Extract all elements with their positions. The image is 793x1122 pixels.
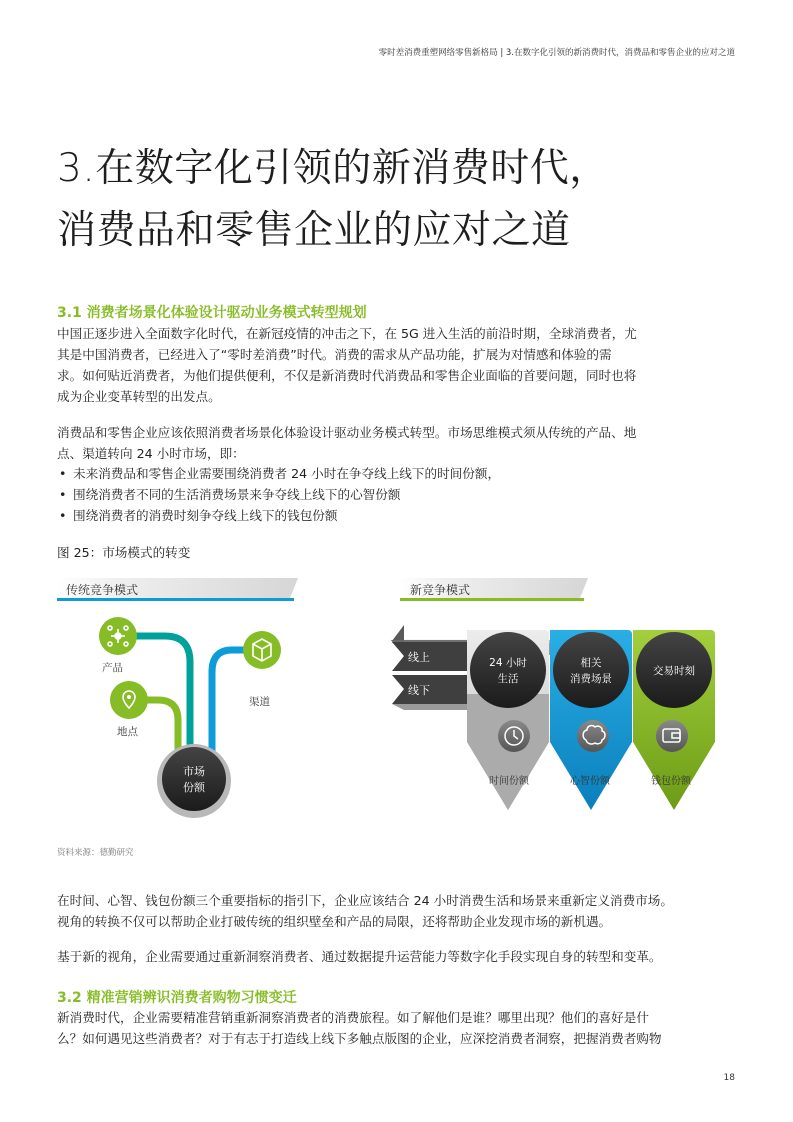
text-line: 求。如何贴近消费者，为他们提供便利，不仅是新消费时代消费品和零售企业面临的首要问题，同时也将 bbox=[57, 368, 637, 383]
market-model-figure bbox=[0, 570, 793, 840]
new-model-title: 新竞争模式 bbox=[410, 583, 471, 597]
text-line: 成为企业变革转型的出发点。 bbox=[57, 389, 221, 404]
text-line: 点、渠道转向 24 小时市场，即： bbox=[57, 446, 245, 461]
text-line: 视角的转换不仅可以帮助企业打破传统的组织壁垒和产品的局限，还将帮助企业发现市场的新机遇。 bbox=[57, 914, 612, 929]
network-icon bbox=[108, 626, 128, 646]
text-line: 消费品和零售企业应该依照消费者场景化体验设计驱动业务模式转型。市场思维模式须从传统的产品、地 bbox=[57, 425, 637, 440]
column-3-label: 交易时刻 bbox=[653, 665, 695, 677]
chapter-title bbox=[57, 138, 609, 262]
online-label: 线上 bbox=[408, 651, 430, 664]
bullet-item: • 围绕消费者不同的生活消费场景来争夺线上线下的心智份额 bbox=[57, 484, 742, 505]
market-label-line1: 市场 bbox=[183, 765, 205, 778]
time-share-label: 时间份额 bbox=[489, 776, 529, 787]
section-3-1-paragraph-2 bbox=[57, 422, 742, 464]
market-share-node bbox=[157, 744, 231, 818]
figure-caption: 图 25：市场模式的转变 bbox=[57, 545, 191, 560]
product-node bbox=[99, 617, 137, 674]
text-line: 中国正逐步进入全面数字化时代，在新冠疫情的冲击之下，在 5G 进入生活的前沿时期，全球消费者，尤 bbox=[57, 326, 637, 341]
running-header: 零时差消费重塑网络零售新格局 | 3.在数字化引领的新消费时代，消费品和零售企业的应对之道 bbox=[378, 48, 735, 58]
text-line: 在时间、心智、钱包份额三个重要指标的指引下，企业应该结合 24 小时消费生活和场景来重新定义消费市场。 bbox=[57, 893, 673, 908]
offline-label: 线下 bbox=[408, 684, 430, 697]
body-paragraph-4: 基于新的视角，企业需要通过重新洞察消费者、通过数据提升运营能力等数字化手段实现自身的转型和变革。 bbox=[57, 949, 662, 964]
chapter-title-line2: 消费品和零售企业的应对之道 bbox=[57, 208, 571, 253]
page-number: 18 bbox=[723, 1073, 735, 1083]
column-1-label-line1: 24 小时 bbox=[489, 657, 527, 669]
text-line: 其是中国消费者，已经进入了“零时差消费”时代。消费的需求从产品功能，扩展为对情感和体验的需 bbox=[57, 347, 612, 362]
wallet-share-label: 钱包份额 bbox=[651, 776, 691, 787]
traditional-model-title-bar bbox=[57, 578, 298, 601]
traditional-model-title: 传统竞争模式 bbox=[66, 583, 139, 597]
section-3-1-heading: 3.1 消费者场景化体验设计驱动业务模式转型规划 bbox=[57, 305, 367, 321]
section-3-1-paragraph-1 bbox=[57, 323, 742, 407]
product-label: 产品 bbox=[102, 662, 123, 674]
section-3-2-paragraph bbox=[57, 1007, 742, 1049]
column-consumption-scene bbox=[550, 630, 632, 810]
figure-source: 资料来源：德勤研究 bbox=[57, 848, 134, 858]
mind-share-label: 心智份额 bbox=[570, 776, 610, 787]
bullet-item: • 围绕消费者的消费时刻争夺线上线下的钱包份额 bbox=[57, 505, 742, 526]
column-24-hour-life bbox=[467, 630, 549, 810]
new-model-title-bar bbox=[400, 578, 588, 601]
text-line: 新消费时代，企业需要精准营销重新洞察消费者的消费旅程。如了解他们是谁？哪里出现？他们的喜好是什 bbox=[57, 1010, 649, 1025]
column-2-label-line2: 消费场景 bbox=[570, 673, 612, 685]
bullet-item: • 未来消费品和零售企业需要围绕消费者 24 小时在争夺线上线下的时间份额， bbox=[57, 463, 742, 484]
body-paragraph-3 bbox=[57, 890, 742, 932]
place-node bbox=[110, 681, 148, 738]
column-1-label-line2: 生活 bbox=[497, 673, 519, 685]
column-transaction-moment bbox=[633, 630, 715, 810]
market-label-line2: 份额 bbox=[183, 781, 205, 794]
channel-node bbox=[243, 631, 281, 708]
place-label: 地点 bbox=[117, 726, 138, 738]
channel-label: 渠道 bbox=[249, 696, 270, 708]
section-3-2-heading: 3.2 精准营销辨识消费者购物习惯变迁 bbox=[57, 990, 297, 1006]
chapter-title-line1: 3.在数字化引领的新消费时代， bbox=[57, 146, 609, 191]
bullet-list bbox=[57, 463, 742, 526]
text-line: 么？如何遇见这些消费者？对于有志于打造线上线下多触点版图的企业，应深挖消费者洞察，把握消费者购物 bbox=[57, 1031, 662, 1046]
column-2-label-line1: 相关 bbox=[580, 657, 602, 669]
